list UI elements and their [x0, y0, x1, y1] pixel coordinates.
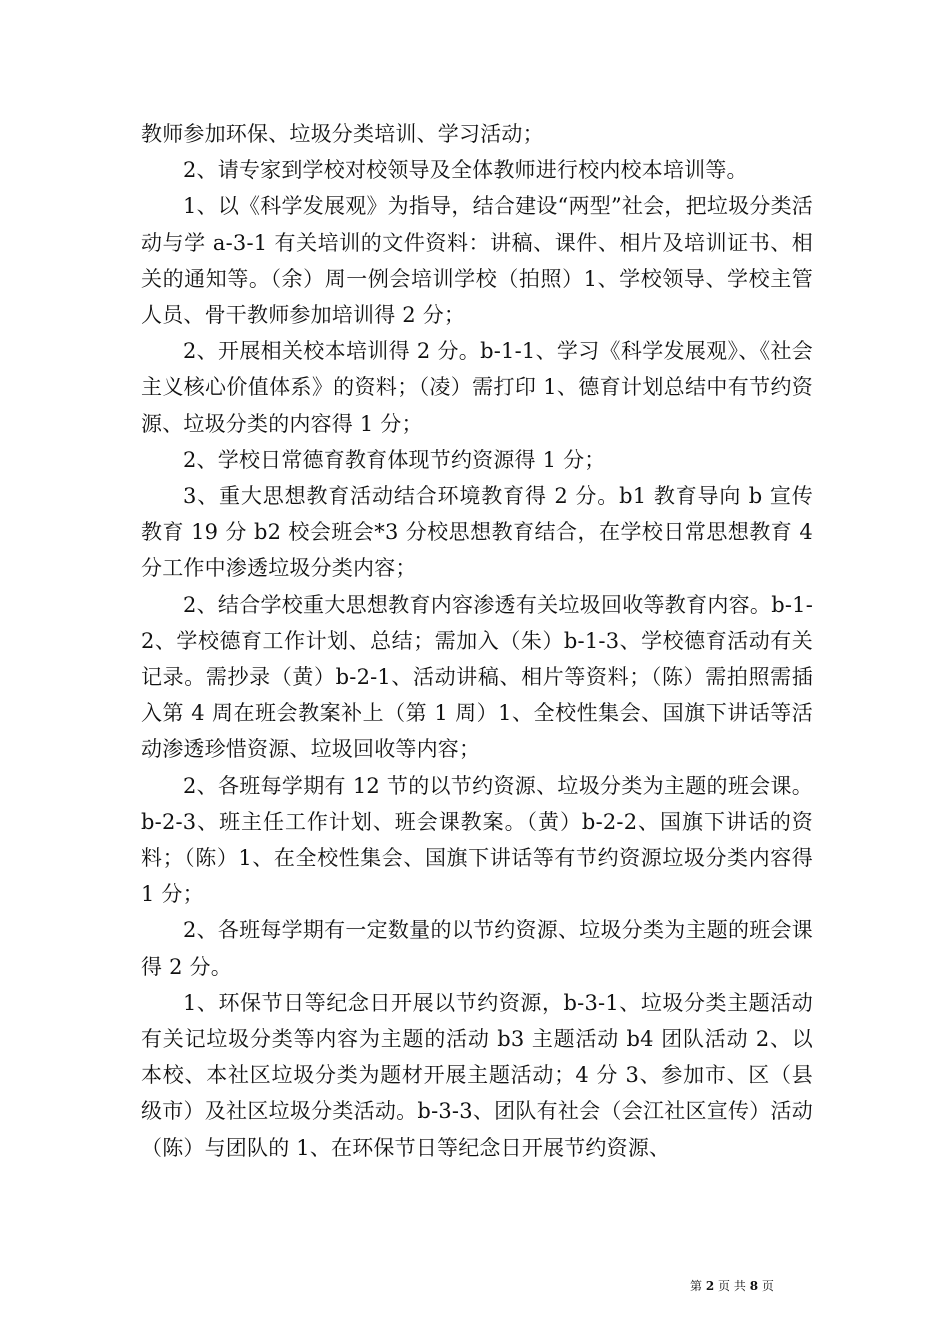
current-page-number: 2	[705, 1279, 715, 1293]
paragraph-4: 2、开展相关校本培训得 2 分。b-1-1、学习《科学发展观》、《社会主义核心价值体系》的资料；（凌）需打印 1、德育计划总结中有节约资源、垃圾分类的内容得 1 分；	[141, 339, 813, 436]
paragraph-1: 教师参加环保、垃圾分类培训、学习活动；	[141, 122, 544, 146]
paragraph-7: 2、结合学校重大思想教育内容渗透有关垃圾回收等教育内容。b-1-2、学校德育工作计划、总结；需加入（朱）b-1-3、学校德育活动有关记录。需抄录（黄）b-2-1、活动讲稿、相片等资料；（陈）需拍照需插入第 4 周在班会教案补上（第 1 周）1、全校性集会、国旗下讲话等活动渗透珍惜资源、垃圾回收等内容；	[141, 592, 813, 762]
page-number-middle: 页 共	[718, 1279, 746, 1293]
paragraph-8: 2、各班每学期有 12 节的以节约资源、垃圾分类为主题的班会课。b-2-3、班主任工作计划、班会课教案。（黄）b-2-2、国旗下讲话的资料；（陈）1、在全校性集会、国旗下讲话等有节约资源垃圾分类内容得 1 分；	[141, 773, 813, 907]
paragraph-6: 3、重大思想教育活动结合环境教育得 2 分。b1 教育导向 b 宣传教育 19 分 b2 校会班会*3 分校思想教育结合，在学校日常思想教育 4 分工作中渗透垃圾分类内容；	[141, 484, 813, 581]
page-number-prefix: 第	[690, 1279, 703, 1293]
page-number	[690, 1278, 774, 1294]
paragraph-3: 1、以《科学发展观》为指导，结合建设“两型”社会，把垃圾分类活动与学 a-3-1 有关培训的文件资料：讲稿、课件、相片及培训证书、相关的通知等。（余）周一例会培训学校（拍照）1、学校领导、学校主管人员、骨干教师参加培训得 2 分；	[141, 194, 813, 328]
paragraph-2: 2、请专家到学校对校领导及全体教师进行校内校本培训等。	[183, 158, 748, 183]
page-number-suffix: 页	[761, 1279, 774, 1293]
paragraph-5: 2、学校日常德育教育体现节约资源得 1 分；	[183, 447, 606, 472]
paragraph-10: 1、环保节日等纪念日开展以节约资源，b-3-1、垃圾分类主题活动有关记垃圾分类等内容为主题的活动 b3 主题活动 b4 团队活动 2、以本校、本社区垃圾分类为题材开展主题活动；4 分 3、参加市、区（县级市）及社区垃圾分类活动。b-3-3、团队有社会（会江社区宣传）活动（陈）与团队的 1、在环保节日等纪念日开展节约资源、	[141, 990, 813, 1160]
paragraph-9: 2、各班每学期有一定数量的以节约资源、垃圾分类为主题的班会课得 2 分。	[141, 918, 813, 979]
document-body	[141, 116, 813, 1166]
total-pages-number: 8	[749, 1279, 759, 1293]
